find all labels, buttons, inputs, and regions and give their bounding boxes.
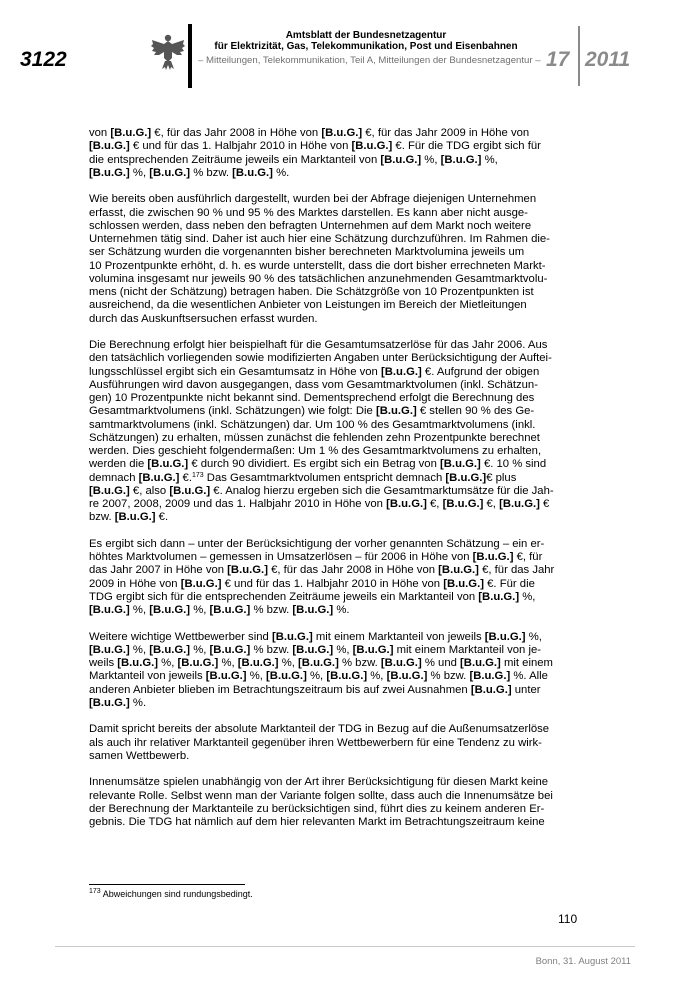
footnote bbox=[89, 889, 253, 899]
redaction-marker: [B.u.G.] bbox=[440, 153, 482, 166]
redaction-marker: [B.u.G.] bbox=[232, 166, 273, 179]
redaction-marker: [B.u.G.] bbox=[484, 630, 526, 643]
footer-rule bbox=[55, 946, 635, 947]
redaction-marker: [B.u.G.] bbox=[205, 670, 247, 683]
redaction-marker: [B.u.G.] bbox=[321, 127, 363, 139]
redaction-marker: [B.u.G.] bbox=[117, 657, 159, 669]
redaction-marker: [B.u.G.] bbox=[386, 498, 427, 510]
body-text bbox=[89, 127, 587, 843]
redaction-marker: [B.u.G.] bbox=[237, 657, 279, 669]
publication-title-line-2: für Elektrizität, Gas, Telekommunikation, Post und Eisenbahnen bbox=[214, 41, 518, 52]
redaction-marker: [B.u.G.] bbox=[470, 683, 512, 696]
redaction-marker: [B.u.G.] bbox=[375, 405, 417, 418]
redaction-marker: [B.u.G.] bbox=[147, 458, 189, 471]
redaction-marker: [B.u.G.] bbox=[209, 604, 251, 616]
footer-date: Bonn, 31. August 2011 bbox=[535, 956, 631, 967]
redaction-marker: [B.u.G.] bbox=[138, 471, 180, 484]
redaction-marker: [B.u.G.] bbox=[89, 696, 130, 709]
redaction-marker: [B.u.G.] bbox=[149, 166, 191, 179]
redaction-marker: [B.u.G.] bbox=[351, 140, 393, 153]
issue-number: 17 bbox=[546, 48, 570, 71]
redaction-marker: [B.u.G.] bbox=[89, 484, 130, 497]
paragraph: Die Berechnung erfolgt hier beispielhaft für die Gesamtumsatzerlöse für das Jahr 2006. Aus den tatsächlich vorliegenden sowie modifizierten Angaben unter Berücksichtigung der Auftei- lungsschlüssel ergibt sich ein Gesamtumsatz in Höhe von [B.u.G.] €. Aufgrund der obigen Ausführungen wird davon ausgegangen, dass vom Gesamtmarktvolumen (inkl. Schätzun- gen) 10 Prozentpunkte nicht bekannt sind. Dementsprechend erfolgt die Berechnung des Gesamtmarktvolumens (inkl. Schätzungen) wie folgt: Die [B.u.G.] € stellen 90 % des Ge- samtmarktvolumens (inkl. Schätzungen) dar. Um 100 % des Gesamtmarktvolumens (inkl. Schätzungen) zu erhalten, müssen zunächst die fehlenden zehn Prozentpunkte berechnet werden. Dies geschieht folgendermaßen: Um 1 % des Gesamtmarktvolumens zu erhalten, werden die [B.u.G.] € durch 90 dividiert. Es ergibt sich ein Betrag von [B.u.G.] €. 10 % sind demnach [B.u.G.] €.$^{173}$ Das Gesamtmarktvolumen entspricht demnach [B.u.G.]€ plus [B.u.G.] €, also [B.u.G.] €. Analog hierzu ergeben sich die Gesamtmarktumsätze für die Jah- re 2007, 2008, 2009 und das 1. Halbjahr 2010 in Höhe von [B.u.G.] €, [B.u.G.] €, [B.u.G.] € bzw. [B.u.G.] €. bbox=[89, 339, 554, 524]
paragraph: Wie bereits oben ausführlich dargestellt, wurden bei der Abfrage diejenigen Unternehmen erfasst, die zwischen 90 % und 95 % des Marktes darstellen. Es kann aber nicht ausge- schlossen werden, dass neben den befragten Unternehmen auf dem Markt noch weitere Unternehmen tätig sind. Daher ist auch hier eine Schätzung durchzuführen. Im Rahmen die- ser Schätzung wurden die vorgenannten bisher berechneten Marktvolumina jeweils um 10 Prozentpunkte erhöht, d. h. es wurde unterstellt, dass die dort bisher errechneten Markt- volumina insgesamt nur jeweils 90 % des tatsächlichen anzunehmenden Gesamtmarktvolu- mens (nicht der Schätzung) betragen haben. Die Schätzgröße von 10 Prozentpunkten ist ausreichend, da die wesentlichen Anbieter von Leistungen im Bereich der Mietleitungen durch das Auskunftsersuchen erfasst wurden. bbox=[89, 193, 550, 325]
redaction-marker: [B.u.G.] bbox=[380, 365, 422, 378]
redaction-marker: [B.u.G.] bbox=[114, 511, 156, 524]
page-number-left: 3122 bbox=[20, 48, 67, 71]
paragraph: Innenumsätze spielen unabhängig von der Art ihrer Berücksichtigung für diesen Markt keine relevante Rolle. Selbst wenn man der Variante folgen sollte, dass auch die Innenumsätze bei der Berechnung der Marktanteile zu berücksichtigen sind, führt dies zu keinem anderen Er- gebnis. Die TDG hat nämlich auf dem hier relevanten Markt im Betrachtungszeitraum keine bbox=[89, 776, 553, 828]
paragraph: Es ergibt sich dann – unter der Berücksichtigung der vorher genannten Schätzung – ein er- höhtes Marktvolumen – gemessen in Umsatzerlösen – für 2006 in Höhe von [B.u.G.] €, für das Jahr 2007 in Höhe von [B.u.G.] €, für das Jahr 2008 in Höhe von [B.u.G.] €, für das Jahr 2009 in Höhe von [B.u.G.] € und für das 1. Halbjahr 2010 in Höhe von [B.u.G.] €. Für die TDG ergibt sich für die entsprechenden Zeiträume jeweils ein Marktanteil von [B.u.G.] %, [B.u.G.] %, [B.u.G.] %, [B.u.G.] % bzw. [B.u.G.] %. bbox=[89, 537, 555, 616]
redaction-marker: [B.u.G.] bbox=[209, 643, 251, 656]
redaction-marker: [B.u.G.] bbox=[440, 458, 481, 471]
redaction-marker: [B.u.G.] bbox=[149, 604, 191, 616]
redaction-marker: [B.u.G.] bbox=[89, 604, 130, 616]
redaction-marker: [B.u.G.] bbox=[442, 498, 484, 510]
redaction-marker: [B.u.G.] bbox=[177, 657, 219, 669]
redaction-marker: [B.u.G.] bbox=[445, 471, 487, 484]
issue-year: 2011 bbox=[585, 48, 631, 71]
footnote-number: 173 bbox=[89, 888, 101, 895]
redaction-marker: [B.u.G.] bbox=[266, 670, 307, 683]
redaction-marker: [B.u.G.] bbox=[89, 643, 130, 656]
redaction-marker: [B.u.G.] bbox=[110, 127, 152, 139]
redaction-marker: [B.u.G.] bbox=[149, 643, 191, 656]
footnote-rule bbox=[89, 884, 245, 885]
redaction-marker: [B.u.G.] bbox=[292, 643, 334, 656]
redaction-marker: [B.u.G.] bbox=[380, 657, 422, 669]
redaction-marker: [B.u.G.] bbox=[180, 577, 222, 590]
redaction-marker: [B.u.G.] bbox=[438, 564, 479, 577]
publication-title bbox=[198, 30, 534, 52]
redaction-marker: [B.u.G.] bbox=[469, 670, 511, 683]
redaction-marker: [B.u.G.] bbox=[478, 590, 520, 603]
paragraph: Damit spricht bereits der absolute Marktanteil der TDG in Bezug auf die Außenumsatzerlöse als auch ihr relativer Marktanteil gegenüber ihren Wettbewerbern für eine Tendenz zu wirk- samen Wettbewerb. bbox=[89, 723, 550, 762]
redaction-marker: [B.u.G.] bbox=[227, 564, 268, 577]
redaction-marker: [B.u.G.] bbox=[472, 551, 514, 563]
redaction-marker: [B.u.G.] bbox=[89, 166, 130, 179]
redaction-marker: [B.u.G.] bbox=[169, 484, 211, 497]
redaction-marker: [B.u.G.] bbox=[460, 657, 501, 669]
redaction-marker: [B.u.G.] bbox=[292, 604, 334, 616]
redaction-marker: [B.u.G.] bbox=[89, 140, 130, 153]
federal-eagle-icon bbox=[150, 32, 186, 72]
redaction-marker: [B.u.G.] bbox=[326, 670, 368, 683]
publication-subtitle: – Mitteilungen, Telekommunikation, Teil A, Mitteilungen der Bundesnetzagentur – bbox=[198, 55, 541, 66]
redaction-marker: [B.u.G.] bbox=[386, 670, 428, 683]
footnote-text: Abweichungen sind rundungsbedingt. bbox=[100, 889, 253, 899]
footnote-reference: 173 bbox=[191, 471, 204, 479]
redaction-marker: [B.u.G.] bbox=[380, 153, 422, 166]
issue-divider bbox=[578, 26, 580, 86]
header-rule bbox=[188, 24, 192, 88]
redaction-marker: [B.u.G.] bbox=[298, 657, 339, 669]
paragraph: Weitere wichtige Wettbewerber sind [B.u.G.] mit einem Marktanteil von jeweils [B.u.G.] %, [B.u.G.] %, [B.u.G.] %, [B.u.G.] % bzw. [B.u.G.] %, [B.u.G.] mit einem Marktanteil von je- weils [B.u.G.] %, [B.u.G.] %, [B.u.G.] %, [B.u.G.] % bzw. [B.u.G.] % und [B.u.G.] mit einem Marktanteil von jeweils [B.u.G.] %, [B.u.G.] %, [B.u.G.] %, [B.u.G.] % bzw. [B.u.G.] %. Alle anderen Anbieter blieben im Betrachtungszeitraum bis auf zwei Ausnahmen [B.u.G.] unter [B.u.G.] %. bbox=[89, 630, 553, 709]
redaction-marker: [B.u.G.] bbox=[271, 630, 313, 643]
redaction-marker: [B.u.G.] bbox=[443, 577, 484, 590]
paragraph: von [B.u.G.] €, für das Jahr 2008 in Höhe von [B.u.G.] €, für das Jahr 2009 in Höhe von [B.u.G.] € und für das 1. Halbjahr 2010 in Höhe von [B.u.G.] €. Für die TDG ergibt sich für die entsprechenden Zeiträume jeweils ein Marktanteil von [B.u.G.] %, [B.u.G.] %, [B.u.G.] %, [B.u.G.] % bzw. [B.u.G.] %. bbox=[89, 127, 541, 179]
redaction-marker: [B.u.G.] bbox=[352, 643, 394, 656]
redaction-marker: [B.u.G.] bbox=[499, 498, 540, 510]
publication-title-line-1: Amtsblatt der Bundesnetzagentur bbox=[285, 30, 447, 41]
page-local-number: 110 bbox=[558, 912, 578, 926]
